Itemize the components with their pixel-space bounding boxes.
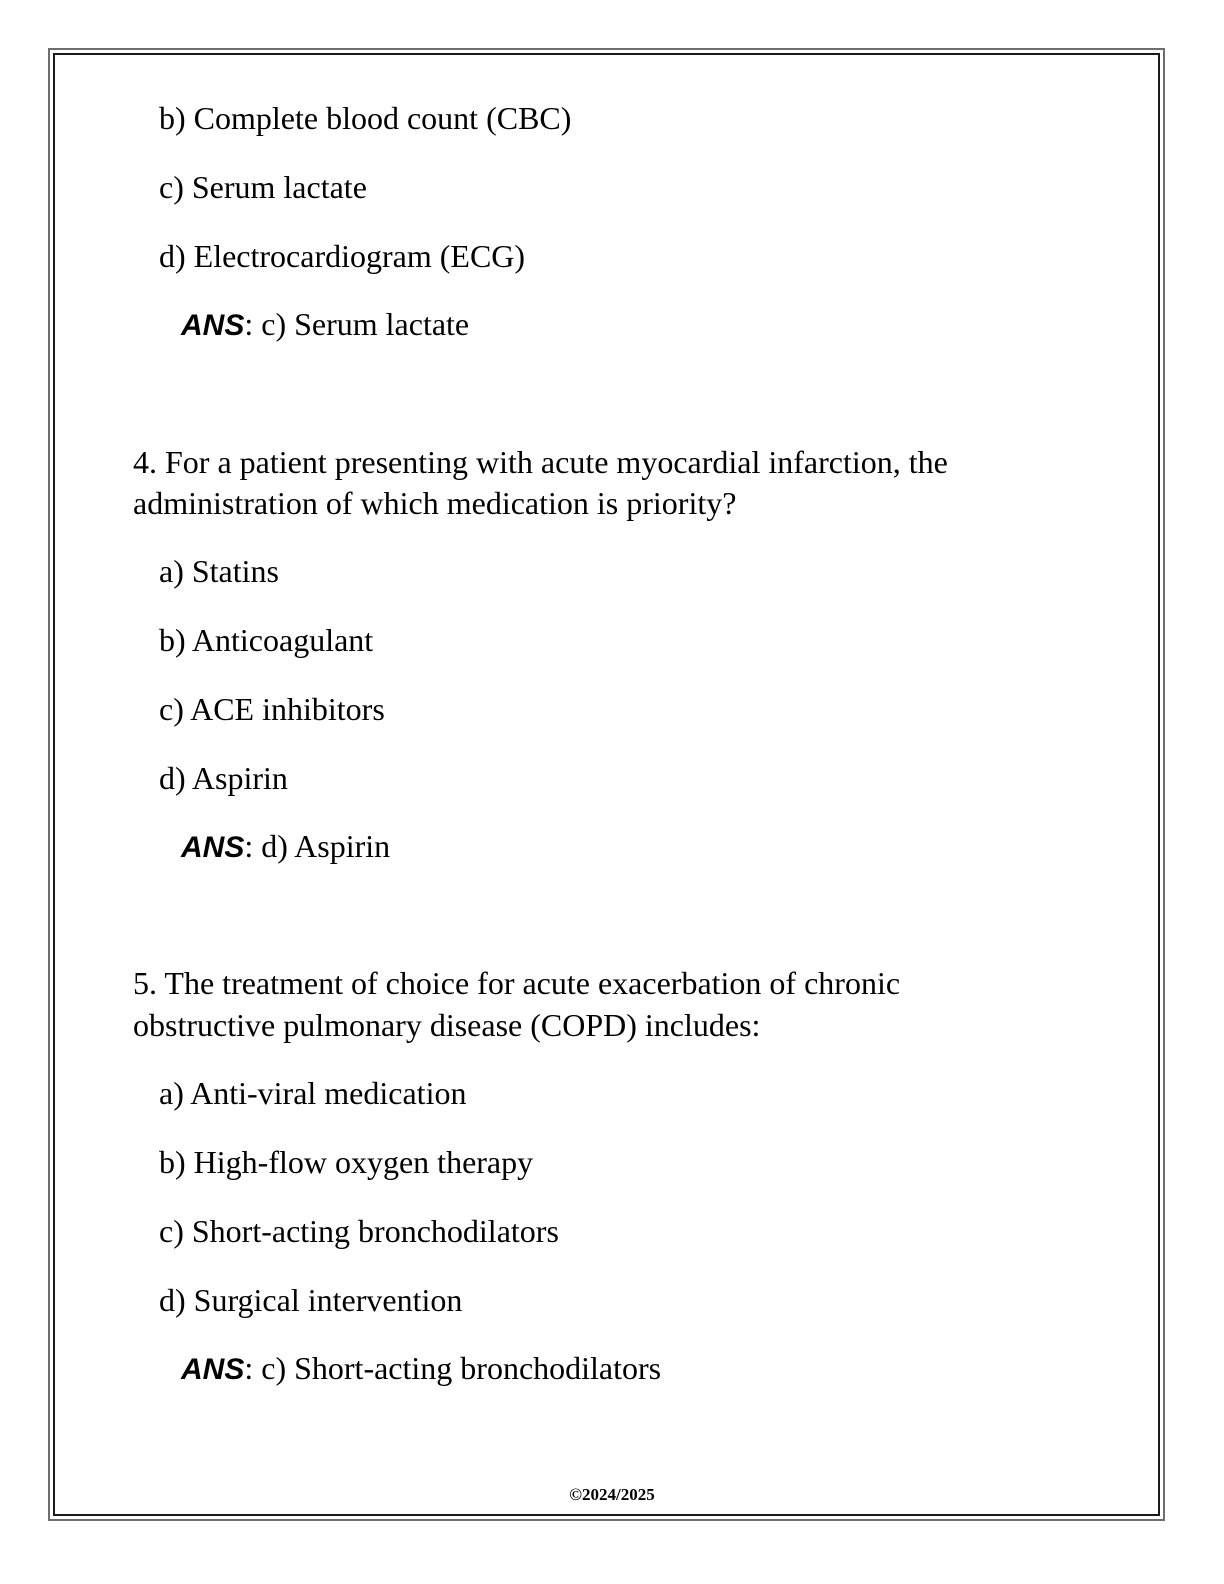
q3-option-b: b) Complete blood count (CBC) [159,100,572,136]
q4-option-c: c) ACE inhibitors [159,691,385,727]
q3-option-d: d) Electrocardiogram (ECG) [159,238,526,274]
q4-option-a: a) Statins [159,553,279,589]
q3-option-c: c) Serum lactate [159,169,367,205]
answer-text: : d) Aspirin [244,828,391,864]
q5-option-a: a) Anti-viral medication [159,1075,467,1111]
answer-label: ANS [181,1353,245,1386]
q5-question-line1: 5. The treatment of choice for acute exacerbation of chronic [133,965,901,1001]
q4-option-d: d) Aspirin [159,760,288,796]
answer-label: ANS [181,831,245,864]
q5-answer [181,1348,661,1390]
q4-question-line2: administration of which medication is priority? [133,485,737,521]
answer-label: ANS [181,309,245,342]
answer-text: : c) Serum lactate [244,306,470,342]
q4-option-b: b) Anticoagulant [159,622,374,658]
answer-text: : c) Short-acting bronchodilators [244,1350,662,1386]
q5-option-b: b) High-flow oxygen therapy [159,1144,534,1180]
q5-option-c: c) Short-acting bronchodilators [159,1213,559,1249]
q5-option-d: d) Surgical intervention [159,1282,463,1318]
q4-answer [181,826,390,868]
copyright-footer: ©2024/2025 [569,1485,655,1504]
q5-question-line2: obstructive pulmonary disease (COPD) includes: [133,1007,761,1043]
q4-question-line1: 4. For a patient presenting with acute myocardial infarction, the [133,444,948,480]
q3-answer [181,304,469,346]
